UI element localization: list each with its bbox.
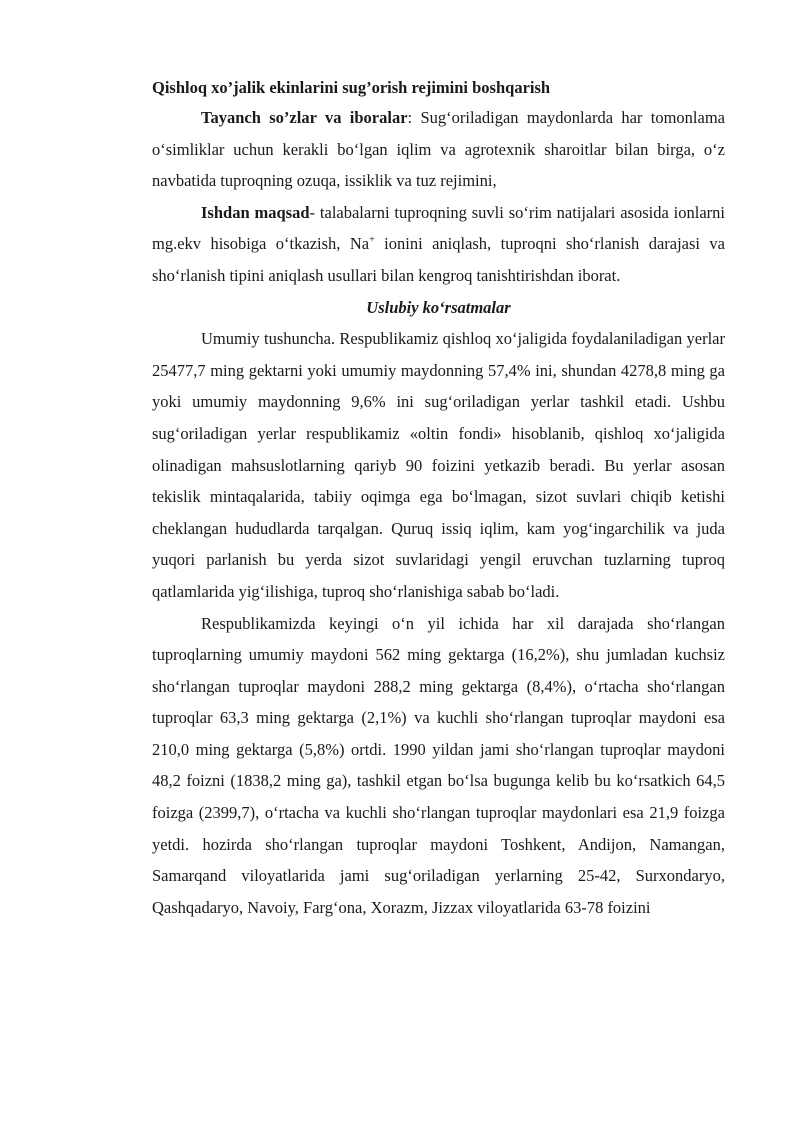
keywords-text: : Sug‘oriladigan maydonlarda har tomonlama o‘simliklar uchun kerakli bo‘lgan iqlim va agrotexnik sharoitlar bilan birga, o‘z navbatida tuproqning ozuqa, issiklik va tuz rejimini, <box>152 108 725 191</box>
document-page <box>152 74 725 923</box>
body-paragraph-2: Respublikamizda keyingi o‘n yil ichida har xil darajada sho‘rlangan tuproqlarning umumiy maydoni 562 ming gektarga (16,2%), shu jumladan kuchsiz sho‘rlangan tuproqlar maydoni 288,2 ming gektarga (8,4%), o‘rtacha sho‘rlangan tuproqlar 63,3 ming gektarga (2,1%) va kuchli sho‘rlangan tuproqlar maydoni esa 210,0 ming gektarga (5,8%) ortdi. 1990 yildan jami sho‘rlangan tuproqlar maydoni 48,2 foizni (1838,2 ming ga), tashkil etgan bo‘lsa bugunga kelib bu ko‘rsatkich 64,5 foizga (2399,7), o‘rtacha va kuchli sho‘rlangan tuproqlar maydonlari esa 21,9 foizga yetdi. hozirda sho‘rlangan tuproqlar maydoni Toshkent, Andijon, Namangan, Samarqand viloyatlarida jami sug‘oriladigan yerlarning 25-42, Surxondaryo, Qashqadaryo, Navoiy, Farg‘ona, Xorazm, Jizzax viloyatlarida 63-78 foizini <box>152 613 725 917</box>
keywords-paragraph <box>152 102 725 197</box>
goal-text: - talabalarni tuproqning suvli so‘rim natijalari asosida ionlarni mg.ekv hisobiga o‘tkazish, Na <box>152 202 725 254</box>
sodium-charge-superscript: + <box>369 234 375 246</box>
goal-label: Ishdan maqsad <box>201 202 310 222</box>
body-paragraph-1: Umumiy tushuncha. Respublikamiz qishloq xo‘jaligida foydalaniladigan yerlar 25477,7 ming gektarni yoki umumiy maydonning 57,4% ini, shundan 4278,8 ming ga yoki umumiy maydonning 9,6% ini sug‘oriladigan yerlar tashkil etadi. Ushbu sug‘oriladigan yerlar respublikamiz «oltin fondi» hisoblanib, qishloq xo‘jaligida olinadigan mahsuslotlarning qariyb 90 foizini yetkazib beradi. Bu yerlar asosan tekislik mintaqalarida, tabiiy oqimga ega bo‘lmagan, sizot suvlari chiqib ketishi cheklangan hududlarda tarqalgan. Quruq issiq iqlim, kam yog‘ingarchilik va juda yuqori parlanish bu yerda sizot suvlaridagi yengil eruvchan tuzlarning tuproq qatlamlarida yig‘ilishiga, tuproq sho‘rlanishiga sabab bo‘ladi. <box>152 329 725 601</box>
goal-paragraph <box>152 197 725 292</box>
goal-text-continued: ionini aniqlash, tuproqni sho‘rlanish darajasi va sho‘rlanish tipini aniqlash usullari bilan kengroq tanishtirishdan iborat. <box>152 234 725 285</box>
document-title: Qishloq xo’jalik ekinlarini sug’orish rejimini boshqarish <box>152 78 551 97</box>
section-title: Uslubiy ko‘rsatmalar <box>366 297 511 317</box>
keywords-label: Tayanch so’zlar va iboralar <box>201 108 408 127</box>
